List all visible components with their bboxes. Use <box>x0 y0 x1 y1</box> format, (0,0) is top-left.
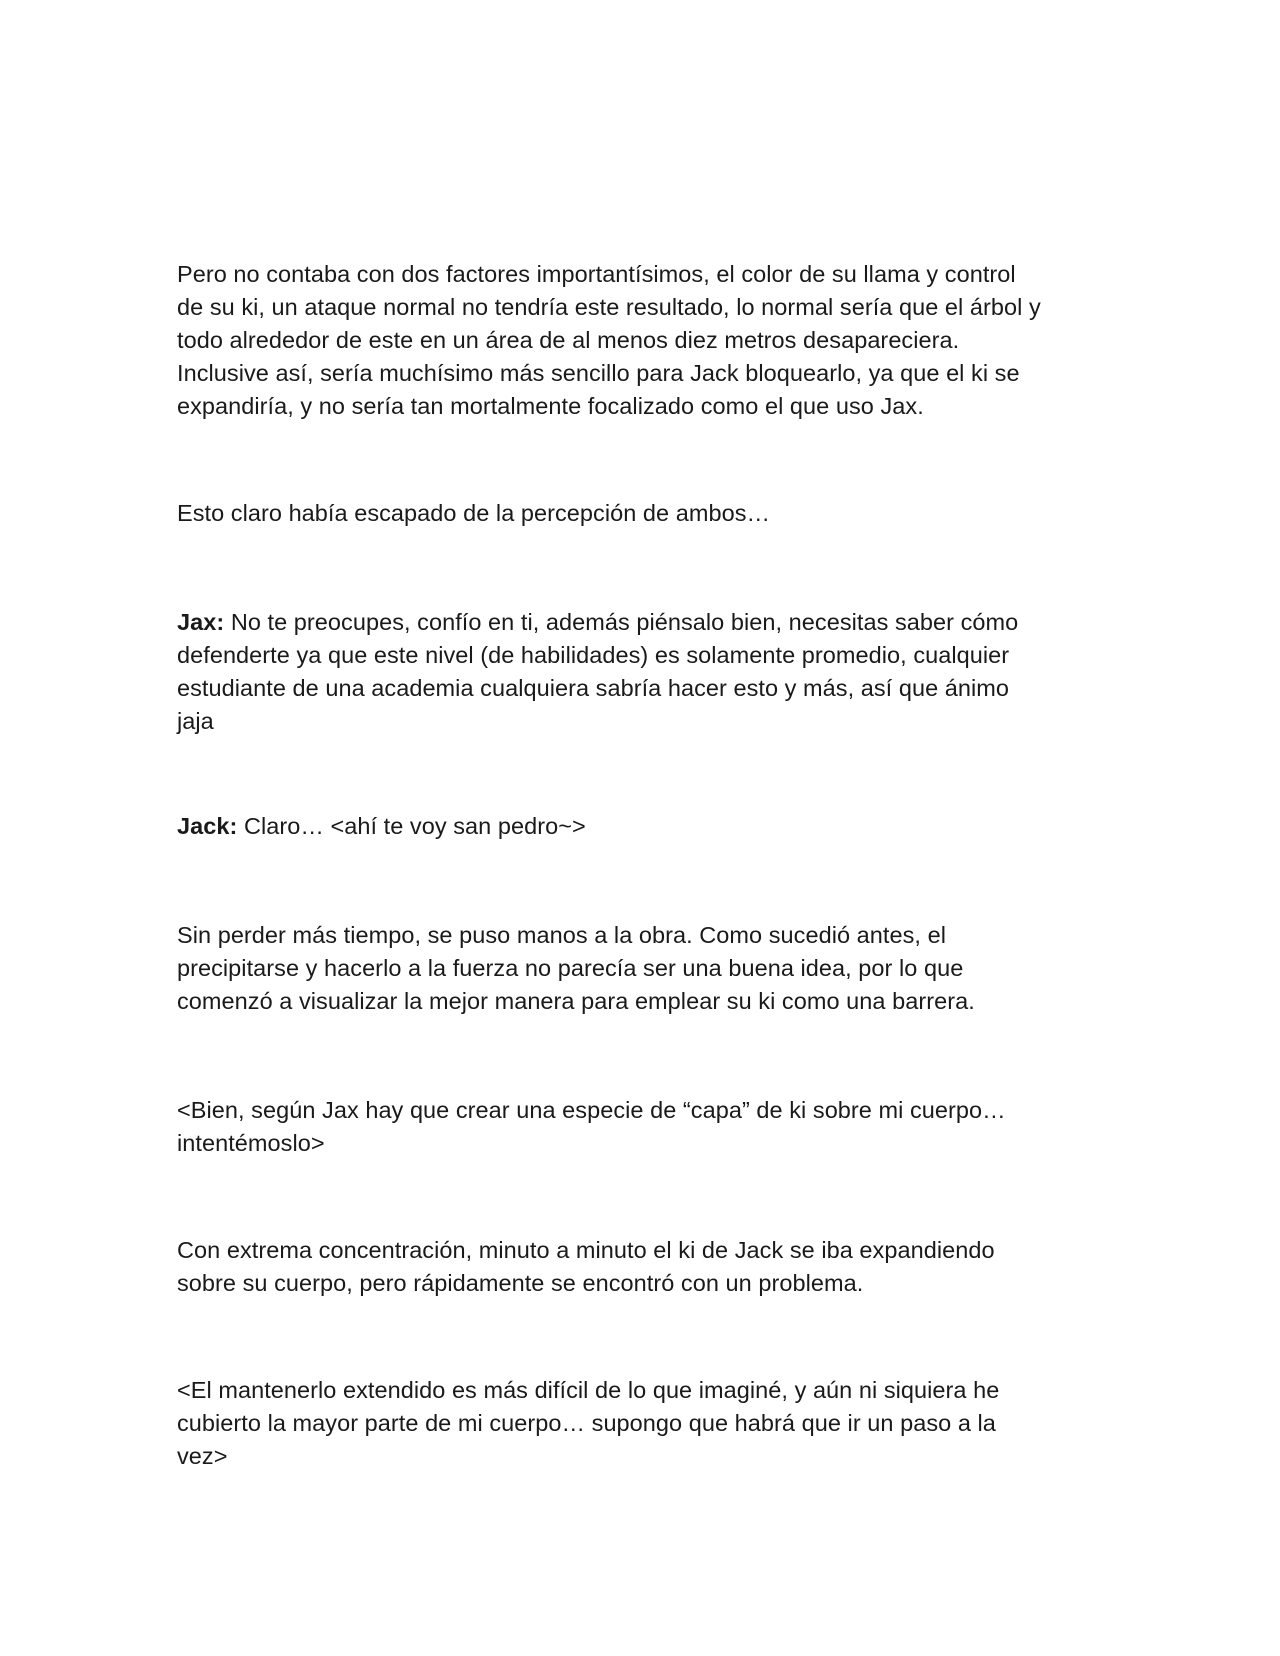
text-line: cubierto la mayor parte de mi cuerpo… supongo que habrá que ir un paso a la <box>177 1410 996 1436</box>
speaker-name: Jax: <box>177 609 225 635</box>
text-line: jaja <box>177 708 214 734</box>
paragraph-narration-1 <box>177 258 1107 423</box>
text-line: Sin perder más tiempo, se puso manos a la obra. Como sucedió antes, el <box>177 922 946 948</box>
paragraph-thought-1 <box>177 1094 1107 1160</box>
text-line: sobre su cuerpo, pero rápidamente se encontró con un problema. <box>177 1270 864 1296</box>
text-line: expandiría, y no sería tan mortalmente focalizado como el que uso Jax. <box>177 393 924 419</box>
text-line: <Bien, según Jax hay que crear una especie de “capa” de ki sobre mi cuerpo… <box>177 1097 1006 1123</box>
text-line: Claro… <ahí te voy san pedro~> <box>237 813 586 839</box>
paragraph-narration-2 <box>177 497 1107 530</box>
text-line: Esto claro había escapado de la percepción de ambos… <box>177 500 771 526</box>
speaker-name: Jack: <box>177 813 238 839</box>
text-line: Inclusive así, sería muchísimo más sencillo para Jack bloquearlo, ya que el ki se <box>177 360 1020 386</box>
text-line: precipitarse y hacerlo a la fuerza no parecía ser una buena idea, por lo que <box>177 955 964 981</box>
paragraph-thought-2 <box>177 1374 1107 1473</box>
text-line: Con extrema concentración, minuto a minuto el ki de Jack se iba expandiendo <box>177 1237 995 1263</box>
document-body <box>177 258 1107 1473</box>
paragraph-dialogue-jax <box>177 606 1107 738</box>
text-line: estudiante de una academia cualquiera sabría hacer esto y más, así que ánimo <box>177 675 1010 701</box>
text-line: de su ki, un ataque normal no tendría este resultado, lo normal sería que el árbol y <box>177 294 1041 320</box>
text-line: todo alrededor de este en un área de al menos diez metros desapareciera. <box>177 327 960 353</box>
paragraph-dialogue-jack <box>177 810 1107 843</box>
text-line: defenderte ya que este nivel (de habilidades) es solamente promedio, cualquier <box>177 642 1010 668</box>
text-line: comenzó a visualizar la mejor manera para emplear su ki como una barrera. <box>177 988 975 1014</box>
text-line: Pero no contaba con dos factores importantísimos, el color de su llama y control <box>177 261 1016 287</box>
text-line: No te preocupes, confío en ti, además piénsalo bien, necesitas saber cómo <box>224 609 1019 635</box>
paragraph-narration-4 <box>177 1234 1107 1300</box>
paragraph-narration-3 <box>177 919 1107 1018</box>
text-line: <El mantenerlo extendido es más difícil de lo que imaginé, y aún ni siquiera he <box>177 1377 1000 1403</box>
text-line: intentémoslo> <box>177 1130 325 1156</box>
text-line: vez> <box>177 1443 228 1469</box>
